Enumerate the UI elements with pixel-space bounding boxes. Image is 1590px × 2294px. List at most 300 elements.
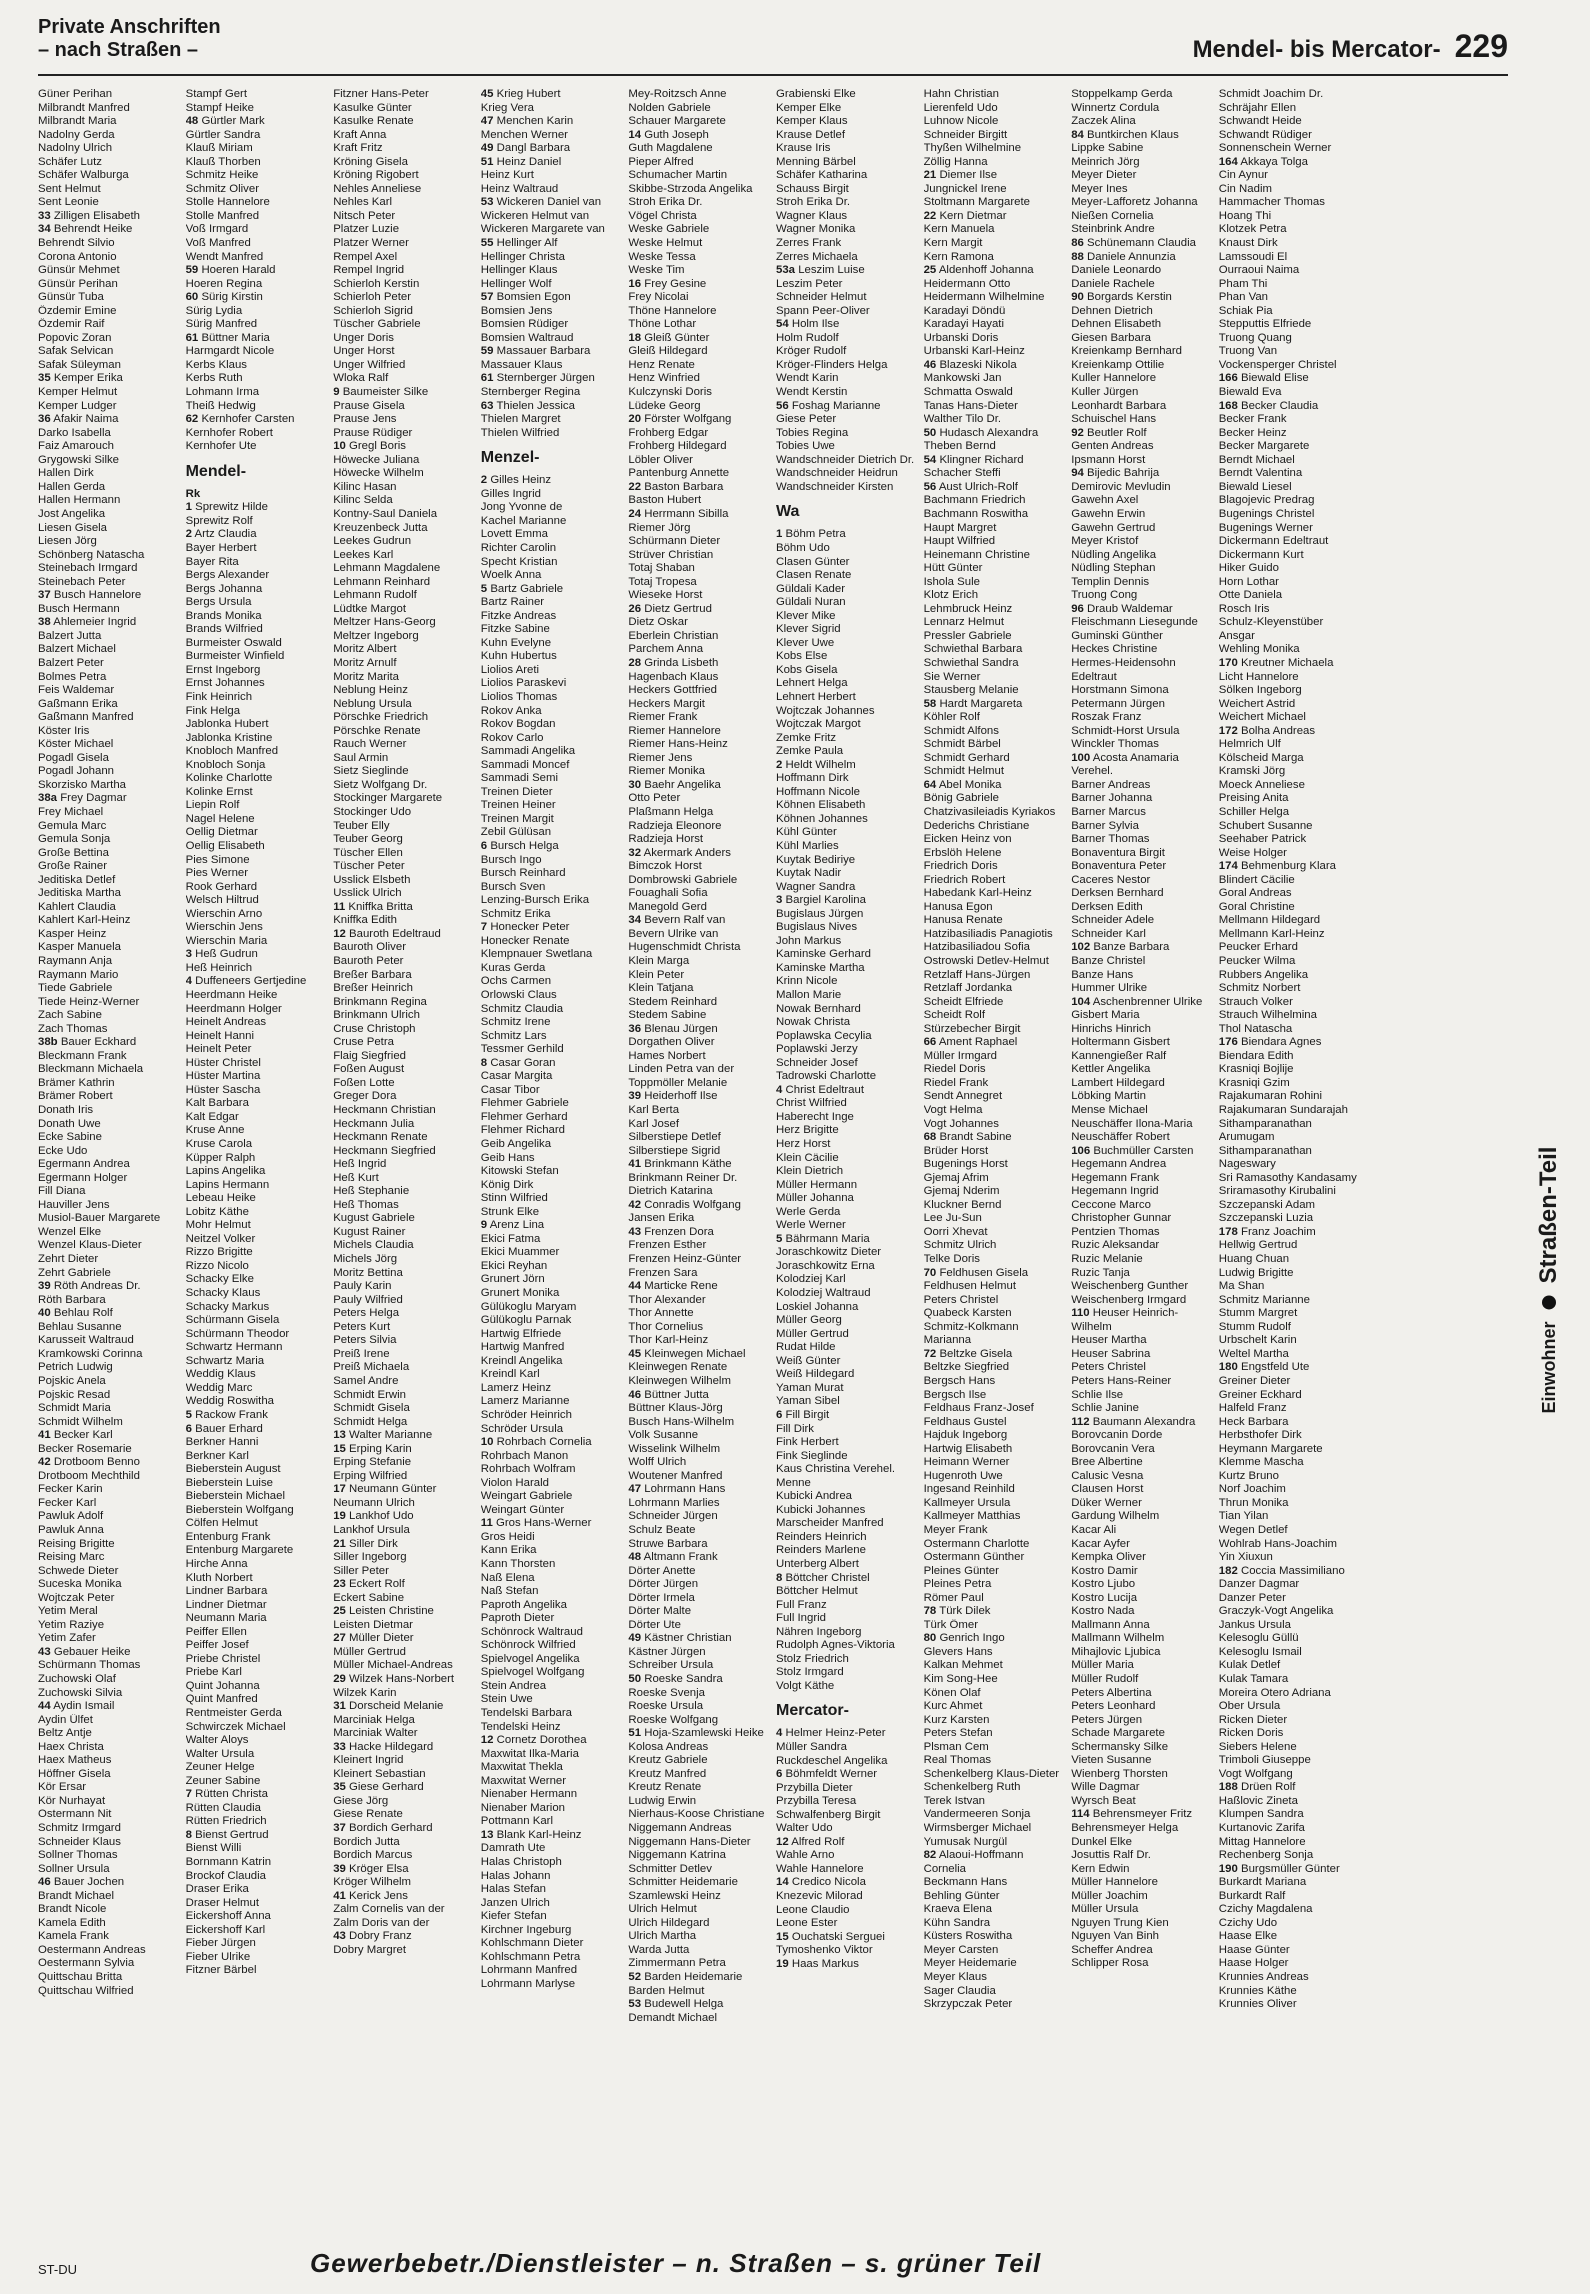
list-item: Zehrt Gabriele	[38, 1266, 111, 1279]
list-item: Mense Michael	[1071, 1104, 1148, 1117]
list-item: Nguyen Van Binh	[1071, 1930, 1159, 1943]
list-item: 49 Dangl Barbara	[480, 142, 571, 155]
house-number: 24	[628, 507, 642, 520]
list-item: Biendara Edith	[1218, 1049, 1294, 1062]
list-item: Herz Horst	[776, 1138, 831, 1151]
list-item: Mallmann Wilhelm	[1071, 1632, 1165, 1645]
list-item: Berkner Hanni	[185, 1436, 259, 1449]
list-item: Kilinc Selda	[333, 494, 393, 507]
house-number: 51	[480, 155, 494, 168]
list-item: Tessmer Gerhild	[480, 1043, 564, 1056]
list-item: Beckmann Hans	[923, 1876, 1008, 1889]
list-item: Naß Stefan	[480, 1585, 539, 1598]
list-item: Otte Daniela	[1218, 589, 1283, 602]
list-item: 21 Diemer Ilse	[923, 169, 998, 182]
list-item: Heß Thomas	[333, 1198, 399, 1211]
list-item: Becker Heinz	[1218, 426, 1287, 439]
list-item: Bonaventura Peter	[1071, 860, 1167, 873]
list-item: Plsman Cem	[923, 1740, 989, 1753]
list-item: Heckmann Siegfried	[333, 1144, 436, 1157]
list-item: Weske Tim	[628, 264, 685, 277]
list-item: Lambert Hildegard	[1071, 1076, 1165, 1089]
list-item: Maxwitat Thekla	[480, 1761, 563, 1774]
list-item: Bomsien Rüdiger	[480, 318, 569, 331]
list-item: Kuller Jürgen	[1071, 386, 1139, 399]
list-item: Kästner Jürgen	[628, 1645, 706, 1658]
list-item: Warda Jutta	[628, 1943, 690, 1956]
list-item: Schmitter Heidemarie	[628, 1876, 738, 1889]
list-item: Aydin Ülfet	[38, 1713, 93, 1726]
list-item: Müller Michael-Andreas	[333, 1659, 453, 1672]
list-item: Lierenfeld Udo	[923, 101, 998, 114]
house-number: 20	[628, 413, 642, 426]
house-number: 176	[1218, 1036, 1238, 1049]
list-item: Poplawska Cecylia	[776, 1029, 872, 1042]
list-item: Grunert Jörn	[480, 1273, 545, 1286]
list-item: Vogt Wolfgang	[1218, 1767, 1293, 1780]
list-item: Kleinert Ingrid	[333, 1754, 404, 1767]
list-item: Schenkelberg Klaus-Dieter	[923, 1767, 1060, 1780]
list-item: Vockensperger Christel	[1218, 358, 1337, 371]
house-number: 22	[628, 480, 642, 493]
list-item: Sölken Ingeborg	[1218, 684, 1302, 697]
list-item: Schneider Jürgen	[628, 1510, 718, 1523]
list-item: Güldali Nuran	[776, 596, 846, 609]
list-item: Pantenburg Annette	[628, 467, 730, 480]
list-item: 170 Kreutner Michaela	[1218, 656, 1334, 669]
list-item: Schmidt Helga	[333, 1415, 408, 1428]
list-item: Kurtanovic Zarifa	[1218, 1822, 1305, 1834]
list-item: Szczepanski Adam	[1218, 1198, 1316, 1211]
list-item: 48 Altmann Frank	[628, 1551, 718, 1564]
list-item: Mohr Helmut	[185, 1219, 251, 1232]
street-range: Mendel- bis Mercator-	[1192, 36, 1441, 63]
list-item: Schmidt Gisela	[333, 1402, 410, 1415]
house-number: 4	[185, 975, 192, 988]
list-item: Templin Dennis	[1071, 575, 1150, 588]
list-item: 82 Alaoui-Hoffmann	[923, 1849, 1024, 1862]
list-item: Büttner Klaus-Jörg	[628, 1402, 723, 1415]
list-item: Hellinger Christa	[480, 250, 565, 263]
list-item: Weingart Günter	[480, 1503, 565, 1516]
list-item: Barner Thomas	[1071, 833, 1150, 846]
list-item: 190 Burgsmüller Günter	[1218, 1862, 1340, 1875]
list-item: Thor Cornelius	[628, 1320, 704, 1333]
list-item: Neumann Ulrich	[333, 1496, 415, 1509]
house-number: 41	[628, 1158, 642, 1171]
list-item: 29 Wilzek Hans-Norbert	[333, 1672, 455, 1685]
list-item: Henz Renate	[628, 358, 695, 371]
list-item: Samel Andre	[333, 1374, 399, 1387]
list-item: Klein Peter	[628, 968, 685, 981]
list-item: 50 Roeske Sandra	[628, 1672, 723, 1685]
list-item: Mallon Marie	[776, 989, 842, 1001]
list-item: 72 Beltzke Gisela	[923, 1347, 1013, 1360]
house-number: 114	[1071, 1808, 1090, 1821]
list-item: Menne	[776, 1476, 811, 1489]
list-item: Schmitz Erika	[480, 907, 551, 920]
list-item: Thor Annette	[628, 1307, 694, 1320]
list-item: Köster Michael	[38, 738, 114, 751]
list-item: Dörter Malte	[628, 1605, 692, 1618]
list-item: Ishola Sule	[923, 575, 980, 588]
house-number: 112	[1071, 1415, 1090, 1428]
list-item: Lenzing-Bursch Erika	[480, 894, 590, 907]
list-item: Kluckner Bernd	[923, 1198, 1002, 1211]
list-item: Klever Sigrid	[776, 623, 841, 636]
list-item: Kiefer Stefan	[480, 1910, 547, 1923]
list-item: Günsür Perihan	[38, 277, 118, 290]
list-item: Herz Brigitte	[776, 1124, 839, 1137]
list-item: Kolodziej Waltraud	[776, 1287, 871, 1300]
list-item: Weingart Gabriele	[480, 1490, 573, 1503]
list-item: Ostermann Günther	[923, 1551, 1025, 1564]
house-number: 61	[185, 331, 199, 344]
house-number: 6	[480, 839, 488, 852]
list-item: Brinkmann Regina	[333, 995, 427, 1008]
directory-column	[38, 88, 180, 2238]
list-item: Reinders Marlene	[776, 1544, 866, 1557]
list-item: Kallmeyer Ursula	[923, 1496, 1011, 1509]
list-item: Schmidt Gerhard	[923, 751, 1010, 764]
list-item: Müller Johanna	[776, 1192, 854, 1205]
list-item: Poplawski Jerzy	[776, 1043, 858, 1056]
list-item: Schacky Klaus	[185, 1287, 261, 1300]
list-item: Zerres Michaela	[776, 250, 858, 263]
list-item: 52 Barden Heidemarie	[628, 1971, 743, 1984]
house-number: 62	[185, 413, 199, 426]
house-number: 57	[480, 291, 494, 304]
list-item: 25 Leisten Christine	[333, 1605, 434, 1618]
list-item: Pogadl Gisela	[38, 751, 109, 764]
list-item: Rubbers Angelika	[1218, 968, 1309, 981]
list-item: Ekici Muammer	[480, 1246, 560, 1259]
list-item: Hartwig Manfred	[480, 1341, 565, 1354]
list-item: Weddig Klaus	[185, 1368, 256, 1381]
list-item: Walther Tilo Dr.	[923, 413, 1002, 426]
list-item: Sriramasothy Kirubalini	[1218, 1185, 1336, 1198]
list-item: Roeske Wolfgang	[628, 1713, 719, 1726]
list-item: 54 Klingner Richard	[923, 453, 1024, 466]
list-item: Schäfer Walburga	[38, 169, 129, 182]
list-item: 46 Büttner Jutta	[628, 1388, 709, 1401]
house-number: 7	[185, 1788, 192, 1801]
list-item: Frohberg Edgar	[628, 426, 709, 439]
list-item: Stedem Reinhard	[628, 995, 718, 1008]
house-number: 38a	[38, 792, 58, 805]
list-item: Gemula Marc	[38, 819, 107, 832]
list-item: 1 Sprewitz Hilde	[185, 501, 268, 514]
list-item: Genten Andreas	[1071, 440, 1154, 453]
house-number: 4	[776, 1727, 783, 1740]
house-number: 32	[628, 846, 642, 859]
list-item: Schmidt Maria	[38, 1402, 111, 1415]
list-item: Rechenberg Sonja	[1218, 1849, 1314, 1862]
list-item: Kerbs Ruth	[185, 372, 243, 385]
list-item: Özdemir Raif	[38, 318, 105, 331]
list-item: Bree Albertine	[1071, 1456, 1143, 1469]
list-item: Kreienkamp Ottilie	[1071, 358, 1165, 371]
list-item: Schwandt Heide	[1218, 115, 1302, 128]
list-item: Feis Waldemar	[38, 684, 115, 697]
list-item: Steinebach Irmgard	[38, 562, 138, 575]
list-item: Dörter Ute	[628, 1618, 681, 1631]
list-item: Schmitz Lars	[480, 1029, 547, 1042]
list-item: Christopher Gunnar	[1071, 1212, 1172, 1225]
list-item: Kröger-Flinders Helga	[776, 358, 888, 371]
list-item: Zalm Cornelis van der	[333, 1903, 445, 1916]
list-item: Corona Antonio	[38, 250, 117, 263]
list-item: Naß Elena	[480, 1571, 535, 1584]
list-item: Weltel Martha	[1218, 1347, 1289, 1360]
list-item: Kuytak Nadir	[776, 867, 842, 880]
list-item: Krasniqi Bojlije	[1218, 1063, 1294, 1076]
list-item: Hugenschmidt Christa	[628, 941, 741, 954]
list-item: Donath Uwe	[38, 1117, 101, 1130]
list-item: Stolle Hannelore	[185, 196, 270, 209]
list-item: Fill Dirk	[776, 1422, 814, 1435]
list-item: Reinders Heinrich	[776, 1530, 867, 1543]
list-item: Stepputtis Elfriede	[1218, 318, 1312, 331]
list-item: 102 Banze Barbara	[1071, 941, 1170, 954]
list-item: Siller Ingeborg	[333, 1551, 407, 1564]
list-item: Habedank Karl-Heinz	[923, 887, 1032, 900]
list-item: Müller Ursula	[1071, 1903, 1139, 1916]
list-item: Josuttis Ralf Dr.	[1071, 1849, 1151, 1862]
list-item: 19 Lankhof Udo	[333, 1510, 414, 1523]
list-item: 168 Becker Claudia	[1218, 399, 1319, 412]
list-item: Tobies Uwe	[776, 440, 835, 453]
list-item: Moreira Otero Adriana	[1218, 1686, 1331, 1699]
list-item: Kreindl Angelika	[480, 1354, 563, 1367]
list-item: Schmitz Ulrich	[923, 1239, 997, 1252]
list-item: Kleinwegen Wilhelm	[628, 1374, 731, 1387]
list-item: Krause Iris	[776, 142, 831, 155]
list-item: Krause Detlef	[776, 128, 846, 141]
list-item: Sonnenschein Werner	[1218, 142, 1332, 155]
house-number: 21	[333, 1537, 346, 1550]
list-item: Cin Aynur	[1218, 169, 1268, 182]
list-item: Burkardt Ralf	[1218, 1889, 1286, 1902]
list-item: Urbschelt Karin	[1218, 1334, 1297, 1347]
list-item: Krunnies Käthe	[1218, 1984, 1297, 1997]
list-item: Quint Manfred	[185, 1693, 258, 1706]
house-number: 86	[1071, 237, 1084, 250]
list-item: Schacky Elke	[185, 1273, 254, 1286]
house-number: 28	[628, 656, 642, 669]
list-item: 188 Drüen Rolf	[1218, 1781, 1296, 1794]
list-item: Kamela Edith	[38, 1916, 106, 1929]
list-item: Teuber Elly	[333, 819, 390, 832]
street-heading: Menzel-	[480, 449, 540, 467]
list-item: 182 Coccia Massimiliano	[1218, 1564, 1345, 1577]
list-item: 50 Hudasch Alexandra	[923, 426, 1039, 439]
list-item: Pojskic Resad	[38, 1388, 111, 1401]
list-item: Milbrandt Manfred	[38, 101, 130, 114]
list-item: Höwecke Wilhelm	[333, 467, 424, 480]
list-item: Nierhaus-Koose Christiane	[628, 1808, 765, 1821]
list-item: Kalt Edgar	[185, 1110, 239, 1123]
list-item: Bugenings Horst	[923, 1158, 1008, 1171]
list-item: Hajduk Ingeborg	[923, 1429, 1008, 1442]
list-item: Sietz Wolfgang Dr.	[333, 778, 428, 791]
list-item: Teuber Georg	[333, 833, 403, 846]
list-item: 40 Behlau Rolf	[38, 1307, 113, 1320]
list-item: Derksen Bernhard	[1071, 887, 1164, 900]
list-item: Roeske Svenja	[628, 1686, 706, 1699]
list-item: Wisselink Wilhelm	[628, 1442, 721, 1455]
list-item: Liesen Jörg	[38, 535, 97, 548]
house-number: 43	[628, 1225, 642, 1238]
list-item: Nolden Gabriele	[628, 101, 711, 114]
list-item: Halfeld Franz	[1218, 1402, 1287, 1415]
list-item: 6 Böhmfeldt Werner	[776, 1768, 878, 1781]
house-number: 6	[776, 1408, 783, 1421]
list-item: 112 Baumann Alexandra	[1071, 1415, 1196, 1428]
list-item: Günsür Tuba	[38, 291, 104, 304]
list-item: Meyer Heidemarie	[923, 1957, 1017, 1970]
list-item: Beltz Antje	[38, 1727, 92, 1740]
list-item: Mellmann Karl-Heinz	[1218, 927, 1325, 940]
list-item: Schiller Helga	[1218, 805, 1290, 818]
list-item: Michels Claudia	[333, 1239, 414, 1252]
list-item: 37 Bordich Gerhard	[333, 1822, 433, 1834]
house-number: 70	[923, 1266, 937, 1279]
list-item: Rohrbach Manon	[480, 1449, 569, 1462]
list-item: Parchem Anna	[628, 643, 704, 656]
list-item: Schürmann Thomas	[38, 1659, 141, 1672]
list-item: Neuschäffer Ilona-Maria	[1071, 1117, 1193, 1130]
list-item: Lamerz Heinz	[480, 1381, 552, 1394]
list-item: Niggemann Hans-Dieter	[628, 1835, 751, 1848]
list-item: Fitzke Andreas	[480, 609, 557, 622]
list-item: 42 Drotboom Benno	[38, 1456, 140, 1469]
house-number: 41	[38, 1429, 51, 1442]
list-item: Volgt Käthe	[776, 1679, 835, 1692]
list-item: Wagner Klaus	[776, 209, 848, 222]
list-item: Pörschke Friedrich	[333, 711, 429, 724]
list-item: Pies Simone	[185, 853, 250, 866]
list-item: Hoffmann Nicole	[776, 785, 860, 798]
list-item: 39 Röth Andreas Dr.	[38, 1280, 141, 1293]
list-item: Nehles Karl	[333, 196, 393, 209]
list-item: 5 Bährmann Maria	[776, 1232, 870, 1245]
list-item: 48 Gürtler Mark	[185, 115, 265, 128]
list-item: Bomsien Waltraud	[480, 331, 574, 344]
list-item: Kruse Carola	[185, 1138, 253, 1151]
list-item: Becker Rosemarie	[38, 1442, 132, 1455]
list-item: 43 Dobry Franz	[333, 1930, 412, 1943]
list-item: Mankowski Jan	[923, 372, 1002, 385]
list-item: 164 Akkaya Tolga	[1218, 155, 1308, 168]
list-item: Kostro Nada	[1071, 1605, 1135, 1618]
list-item: Harmgardt Nicole	[185, 345, 275, 358]
list-item: Nießen Cornelia	[1071, 209, 1154, 222]
list-item: Schneider Birgitt	[923, 128, 1008, 141]
list-item: Wille Dagmar	[1071, 1781, 1140, 1794]
list-item: Lehmann Reinhard	[333, 575, 431, 588]
list-item: 90 Borgards Kerstin	[1071, 291, 1172, 304]
house-number: 180	[1218, 1361, 1238, 1374]
list-item: Schürmann Dieter	[628, 535, 721, 548]
list-item: Giesen Barbara	[1071, 331, 1151, 344]
list-item: Kasper Manuela	[38, 941, 121, 954]
house-number: 45	[480, 88, 494, 100]
list-item: Ruzic Aleksandar	[1071, 1239, 1160, 1252]
list-item: Grabienski Elke	[776, 88, 856, 100]
list-item: Zemke Paula	[776, 745, 844, 758]
list-item: Sternberger Regina	[480, 386, 581, 399]
list-item: Neitzel Volker	[185, 1232, 256, 1245]
list-item: Linden Petra van der	[628, 1063, 735, 1076]
list-item: Platzer Luzie	[333, 223, 400, 236]
list-item: Hoang Thi	[1218, 209, 1272, 222]
list-item: Kann Erika	[480, 1544, 537, 1557]
list-item: Egermann Andrea	[38, 1158, 130, 1171]
list-item: Demirovic Mevludin	[1071, 480, 1171, 493]
list-item: 24 Herrmann Sibilla	[628, 507, 729, 520]
list-item: Woelk Anna	[480, 569, 542, 582]
list-item: Yaman Sibel	[776, 1395, 840, 1408]
list-item: Rütten Claudia	[185, 1801, 261, 1814]
list-item: Gardung Wilhelm	[1071, 1510, 1160, 1523]
list-item: Große Rainer	[38, 860, 108, 873]
list-item: Brandt Nicole	[38, 1903, 107, 1916]
list-item: Lindner Dietmar	[185, 1598, 267, 1611]
list-item: Feldhaus Franz-Josef	[923, 1402, 1034, 1415]
list-item: Frey Michael	[38, 805, 104, 818]
list-item: Arumugam	[1218, 1131, 1275, 1144]
house-number: 46	[628, 1388, 642, 1401]
list-item: Feldhusen Helmut	[923, 1280, 1017, 1293]
list-item: Gaßmann Erika	[38, 697, 118, 710]
house-number: 174	[1218, 860, 1238, 873]
list-item: Hüster Sascha	[185, 1083, 261, 1096]
list-item: Schwandt Rüdiger	[1218, 128, 1312, 141]
list-item: Eickershoff Anna	[185, 1910, 271, 1923]
list-item: Flehmer Gabriele	[480, 1097, 569, 1110]
list-item: Yetim Zafer	[38, 1632, 96, 1645]
list-item: Norf Joachim	[1218, 1483, 1286, 1496]
list-item: Peters Stefan	[923, 1727, 993, 1740]
list-item: Gros Heidi	[480, 1530, 535, 1543]
list-item: Radzieja Eleonore	[628, 819, 722, 832]
list-item: Jankus Ursula	[1218, 1618, 1291, 1631]
list-item: Vogt Johannes	[923, 1117, 999, 1130]
list-item: Kobs Else	[776, 650, 828, 663]
house-number: 25	[333, 1605, 346, 1618]
list-item: Stumm Rudolf	[1218, 1320, 1291, 1333]
list-item: Ostrowski Detlev-Helmut	[923, 955, 1049, 967]
list-item: Honecker Renate	[480, 934, 570, 947]
list-item: Ulrich Helmut	[628, 1903, 697, 1916]
list-item: Glevers Hans	[923, 1645, 993, 1658]
list-item: Casar Tibor	[480, 1083, 540, 1096]
list-item: Stumm Margret	[1218, 1307, 1298, 1320]
house-number: 3	[776, 894, 783, 907]
list-item: Karadayi Hayati	[923, 318, 1005, 331]
list-item: Chatzivasileiadis Kyriakos	[923, 805, 1056, 818]
list-item: Becker Margarete	[1218, 440, 1310, 453]
house-number: 5	[480, 582, 488, 595]
list-item: 10 Gregl Boris	[333, 440, 407, 453]
list-item: Ludwig Brigitte	[1218, 1266, 1294, 1279]
list-item: Schmitz-Kolkmann	[923, 1320, 1019, 1333]
list-item: Heymann Margarete	[1218, 1442, 1323, 1455]
list-item: Stroh Erika Dr.	[628, 196, 703, 209]
list-item: Strüver Christian	[628, 548, 714, 561]
list-item: Kemper Ludger	[38, 399, 117, 412]
